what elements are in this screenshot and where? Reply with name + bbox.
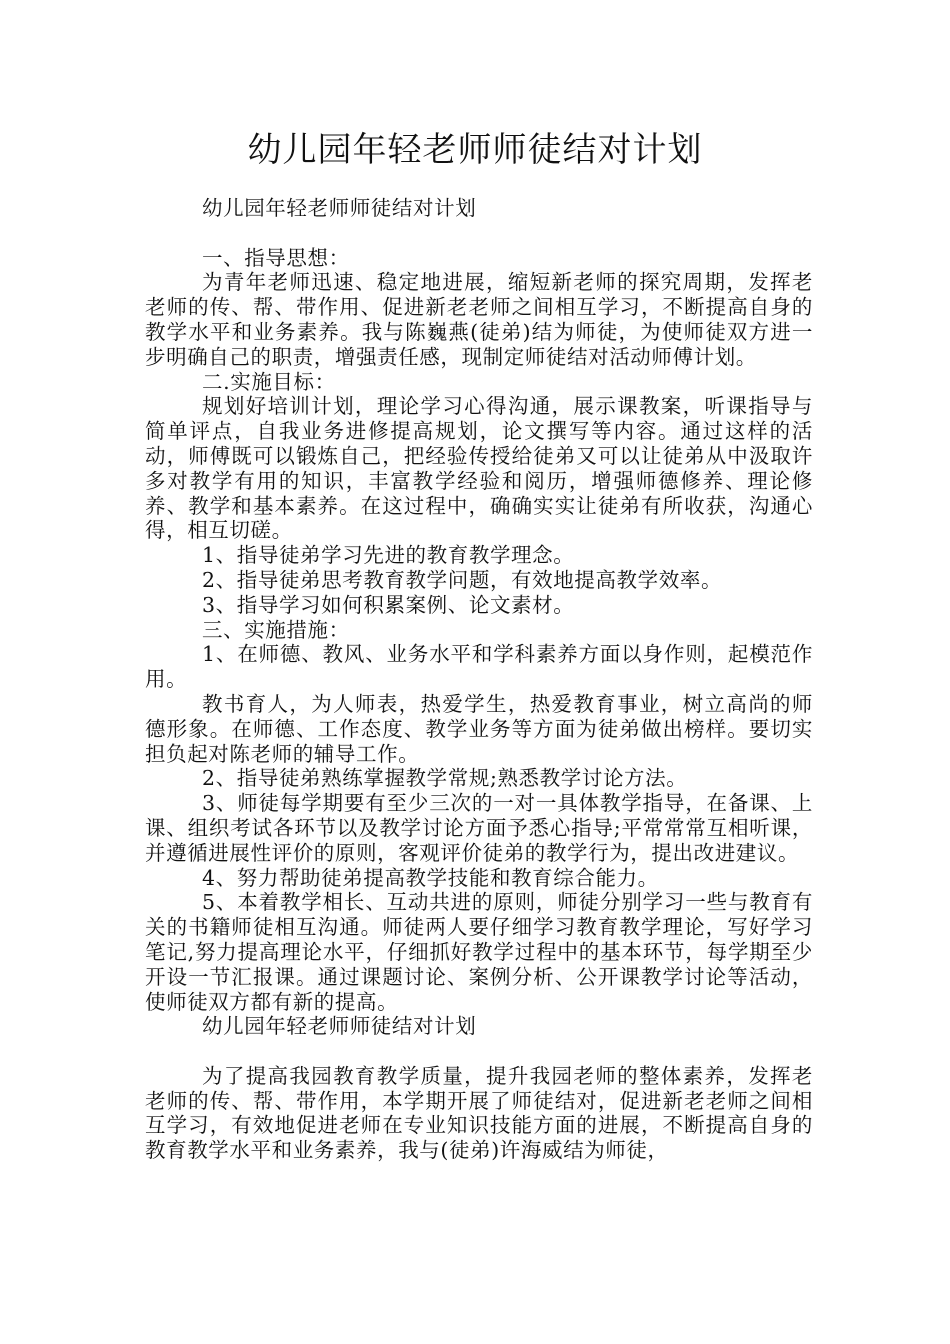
- list-item: 2、指导徒弟思考教育教学问题，有效地提高教学效率。: [202, 567, 723, 592]
- list-item: 5、本着教学相长、互动共进的原则，师徒分别学习一些与教育有关的书籍师徒相互沟通。师徒两人要仔细学习教育教学理论，写好学习笔记,努力提高理论水平，仔细抓好教学过程中的基本环节，每学期至少开设一节汇报课。通过课题讨论、案例分析、公开课教学讨论等活动，使师徒双方都有新的提高。: [145, 890, 813, 1014]
- subtitle-paragraph: 幼儿园年轻老师师徒结对计划: [202, 196, 477, 220]
- list-item: 3、师徒每学期要有至少三次的一对一具体教学指导，在备课、上课、组织考试各环节以及教学讨论方面予悉心指导;平常常常互相听课，并遵循进展性评价的原则，客观评价徒弟的教学行为，提出改进建议。: [145, 791, 813, 865]
- document-body: [145, 196, 813, 1163]
- paragraph: 规划好培训计划，理论学习心得沟通，展示课教案，听课指导与简单评点，自我业务进修提高规划，论文撰写等内容。通过这样的活动，师傅既可以锻炼自己，把经验传授给徒弟又可以让徒弟从中汲取许多对教学有用的知识，丰富教学经验和阅历，增强师德修养、理论修养、教学和基本素养。在这过程中，确确实实让徒弟有所收获，沟通心得，相互切磋。: [145, 394, 813, 543]
- paragraph: 为青年老师迅速、稳定地进展，缩短新老师的探究周期，发挥老老师的传、帮、带作用、促进新老老师之间相互学习，不断提高自身的教学水平和业务素养。我与陈巍燕(徒弟)结为师徒，为使师徒双方进一步明确自己的职责，增强责任感，现制定师徒结对活动师傅计划。: [145, 270, 813, 369]
- paragraph: 为了提高我园教育教学质量，提升我园老师的整体素养，发挥老老师的传、帮、带作用，本学期开展了师徒结对，促进新老老师之间相互学习，有效地促进老师在专业知识技能方面的进展，不断提高自身的教育教学水平和业务素养，我与(徒弟)许海威结为师徒，: [145, 1063, 813, 1163]
- section-heading-goals: 二.实施目标：: [202, 369, 336, 394]
- list-item: 1、在师德、教风、业务水平和学科素养方面以身作则，起模范作用。: [145, 642, 813, 692]
- document-title: 幼儿园年轻老师师徒结对计划: [247, 130, 703, 170]
- list-item: 3、指导学习如何积累案例、论文素材。: [202, 592, 575, 617]
- section-heading-measures: 三、实施措施：: [202, 617, 350, 642]
- list-item: 4、努力帮助徒弟提高教学技能和教育综合能力。: [202, 865, 659, 890]
- paragraph: 教书育人，为人师表，热爱学生，热爱教育事业，树立高尚的师德形象。在师德、工作态度、教学业务等方面为徒弟做出榜样。要切实担负起对陈老师的辅导工作。: [145, 691, 813, 766]
- list-item: 1、指导徒弟学习先进的教育教学理念。: [202, 543, 575, 568]
- list-item: 2、指导徒弟熟练掌握教学常规;熟悉教学讨论方法。: [202, 766, 688, 791]
- section-heading-guiding-thought: 一、指导思想：: [202, 245, 350, 270]
- subtitle-paragraph: 幼儿园年轻老师师徒结对计划: [202, 1014, 477, 1039]
